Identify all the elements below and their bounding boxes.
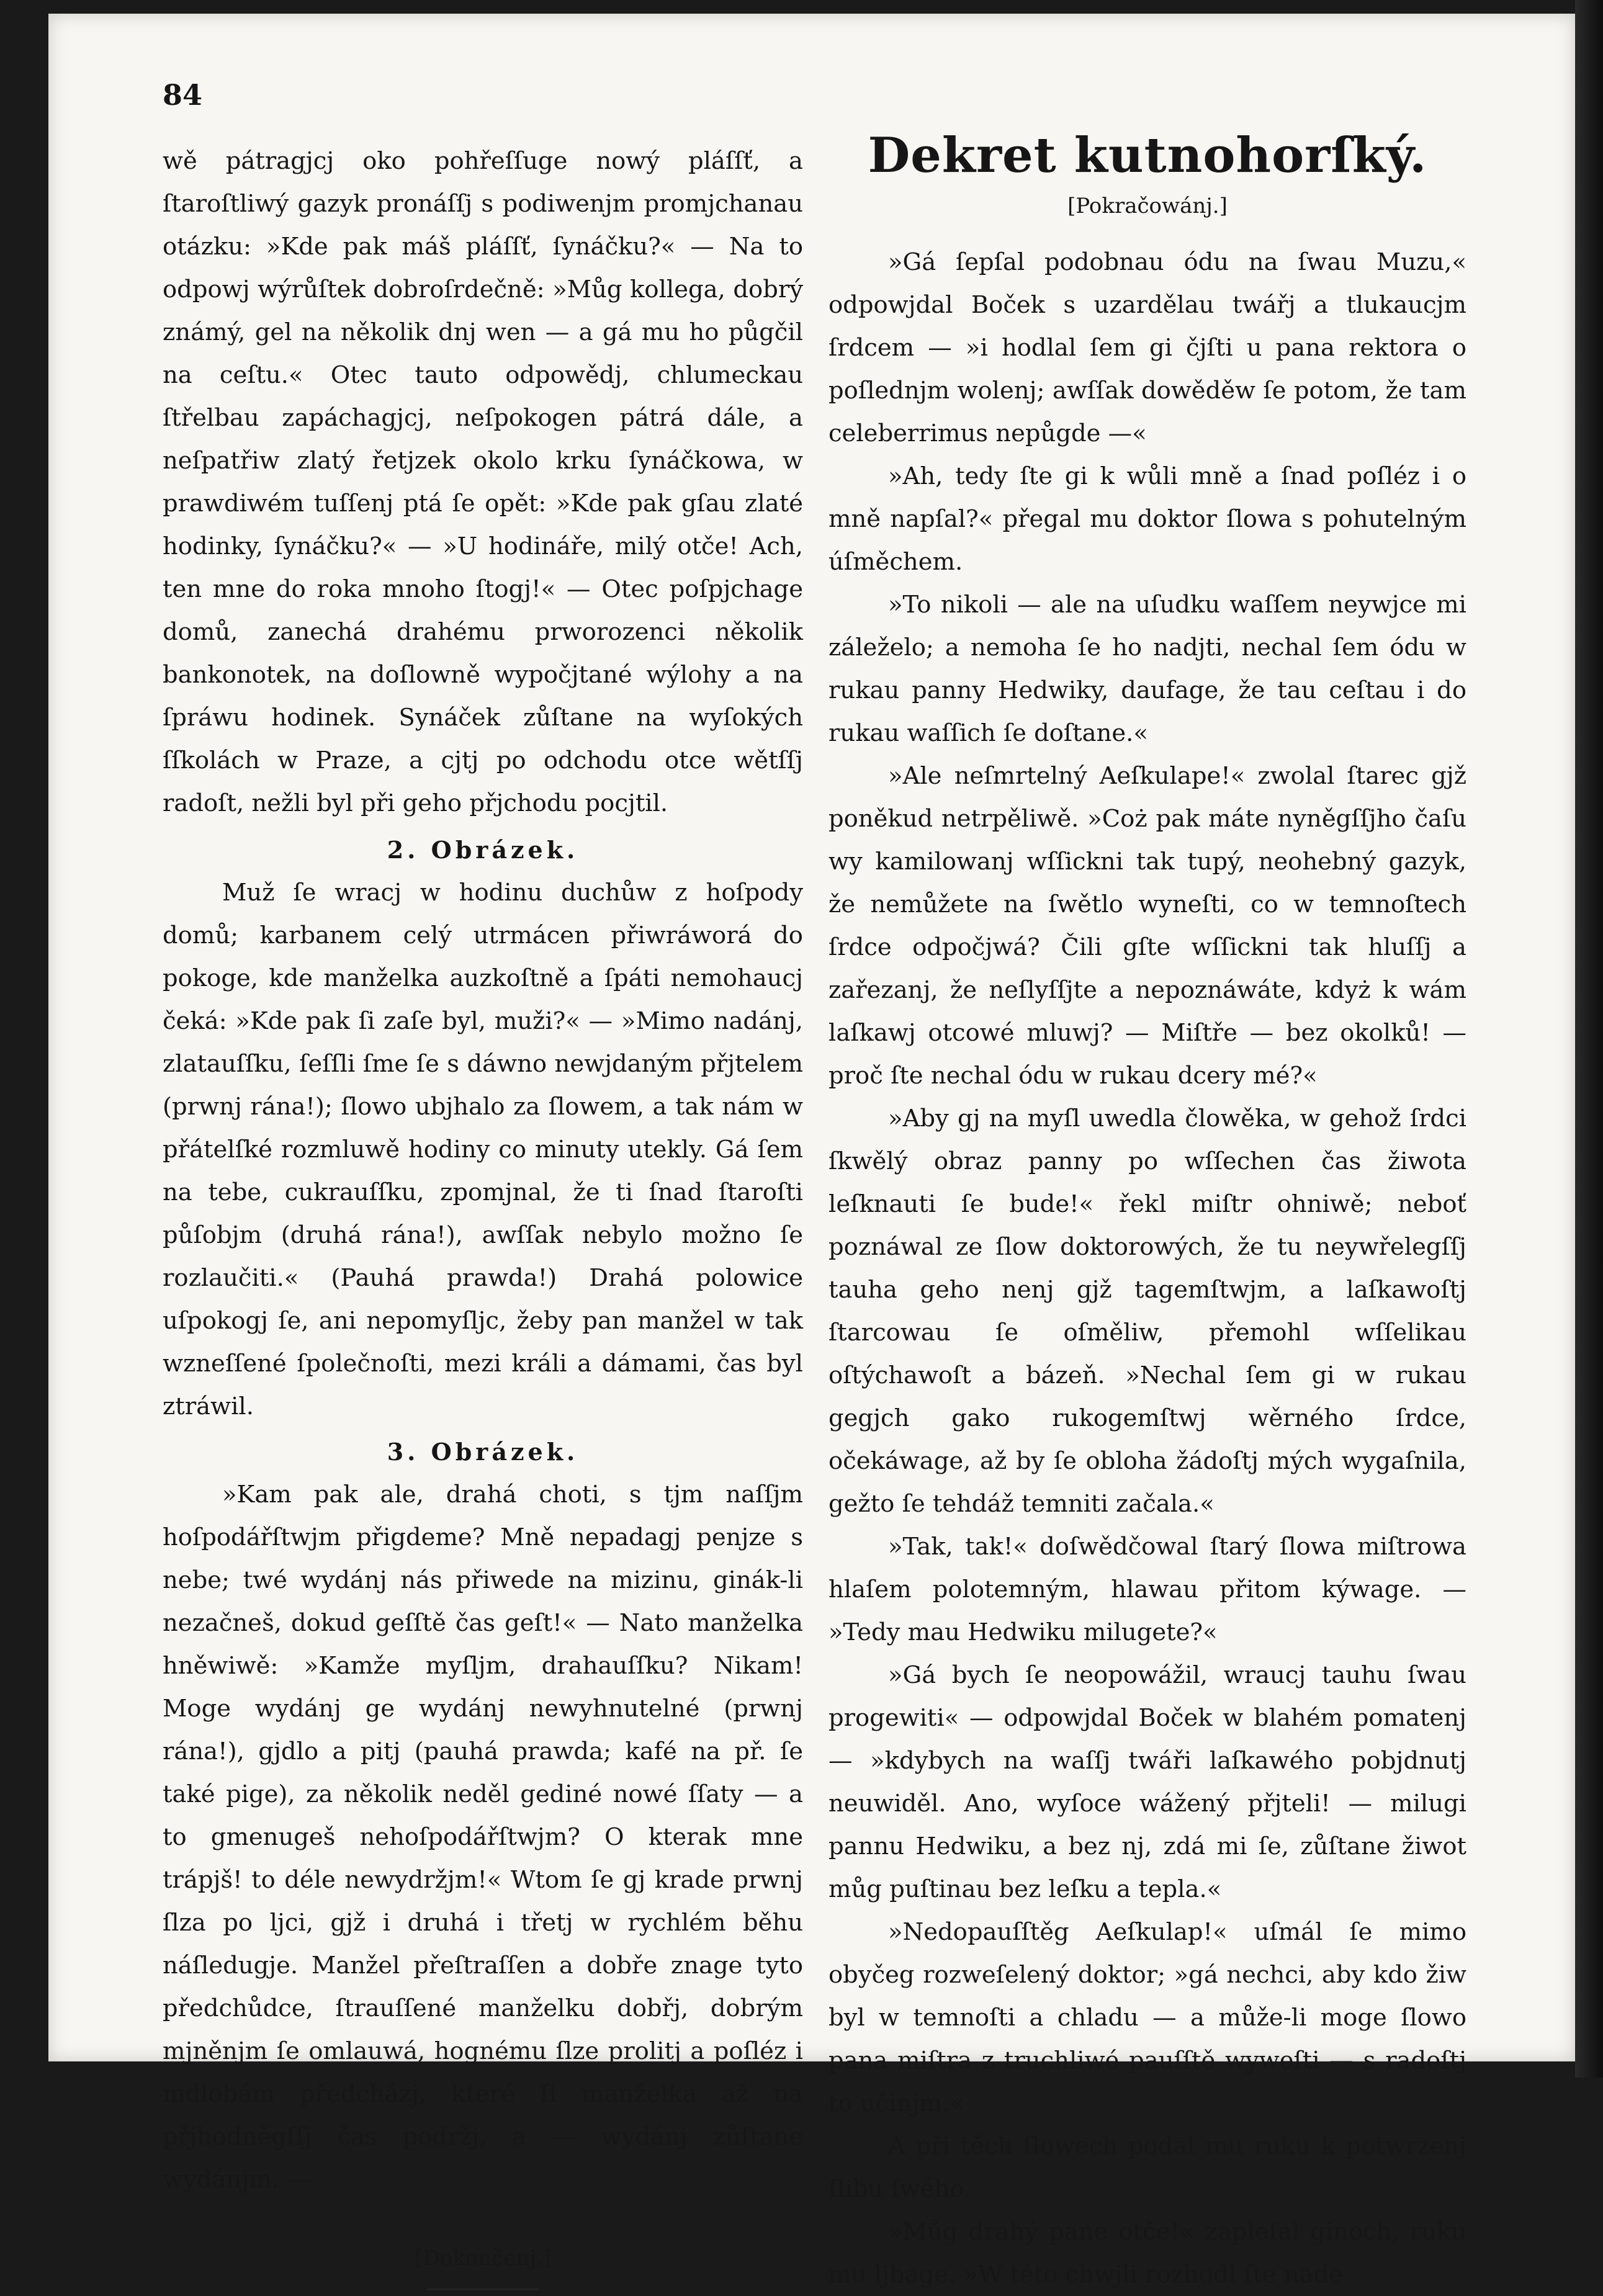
left-column (163, 140, 803, 2290)
page-number: 84 (163, 78, 203, 112)
paragraph: »Můg drahý pane otče!« zapleſal ginoch, ruku mu ljbage. »W této chwjli rozhodl ſte nade (828, 2218, 1466, 2289)
paragraph: »Gá ſepſal podobnau ódu na ſwau Muzu,« odpowjdal Boček s uzardělau twářj a tlukaucjm ſrdcem — »i hodlal ſem gi čjſti u pana rektora o poſlednjm wolenj; awſſak dowěděw ſe potom, že tam celeberrimus nepůgde —« (828, 248, 1466, 447)
section-heading-2: 2. Obrázek. (387, 836, 579, 864)
paragraph: wě pátragjcj oko pohřeſſuge nowý pláſſť, a ſtaroſtliwý gazyk pronáſſj s podiwenjm promjchanau otázku: »Kde pak máš pláſſť, ſynáčku?« — Na to odpowj wýrůſtek dobroſrdečně: »Můg kollega, dobrý známý, gel na několik dnj wen — a gá mu ho půgčil na ceſtu.« Otec tauto odpowědj, chlumeckau ſtřelbau zapáchagjcj, neſpokogen pátrá dále, a neſpatřiw zlatý řetjzek okolo krku ſynáčkowa, w prawdiwém tuſſenj ptá ſe opět: »Kde pak gſau zlaté hodinky, ſynáčku?« — »U hodináře, milý otče! Ach, ten mne do roka mnoho ſtogj!« — Otec poſpjchage domů, zanechá drahému prworozenci několik bankonotek, na doſlowně wypočjtané wýlohy a na ſpráwu hodinek. Synáček zůſtane na wyſokých ſſkolách w Praze, a cjtj po odchodu otce wětſſj radoſt, nežli byl při geho přjchodu pocjtil. (163, 147, 803, 817)
right-column (828, 241, 1466, 2296)
paragraph: »Tak, tak!« doſwědčowal ſtarý ſlowa miſtrowa hlaſem polotemným, hlawau přitom kýwage. — »Tedy mau Hedwiku milugete?« (828, 1533, 1466, 1646)
end-rule (427, 2289, 539, 2290)
section-heading-3: 3. Obrázek. (387, 1438, 579, 1466)
scan-edge (1575, 0, 1603, 2078)
paragraph: »Ah, tedy ſte gi k wůli mně a ſnad poſléz i o mně napſal?« přegal mu doktor ſlowa s pohutelným úſměchem. (828, 462, 1466, 576)
article-subtitle: [Pokračowánj.] (1067, 194, 1228, 218)
paragraph: »Nedopauſſtěg Aeſkulap!« uſmál ſe mimo obyčeg rozweſelený doktor; »gá nechci, aby kdo žiw byl w temnoſti a chladu — a může-li moge ſlowo pana miſtra z truchliwé pauſſtě wyweſti — s radoſtj to učinjm.« (828, 1918, 1466, 2117)
article-title: Dekret kutnohorſký. (868, 127, 1427, 184)
paragraph: »Gá bych ſe neopowážil, wraucj tauhu ſwau progewiti« — odpowjdal Boček w blahém pomatenj — »kdybych na waſſj twáři laſkawého pobjdnutj neuwiděl. Ano, wyſoce wážený přjteli! — milugi pannu Hedwiku, a bez nj, zdá mi ſe, zůſtane žiwot můg puſtinau bez leſku a tepla.« (828, 1661, 1466, 1903)
paragraph: A při těch ſlowech podal mu ruku k potwrzenj ſlibu ſwého. (828, 2132, 1466, 2203)
paragraph: »Kam pak ale, drahá choti, s tjm naſſjm hoſpodářſtwjm přigdeme? Mně nepadagj penjze s nebe; twé wydánj nás přiwede na mizinu, ginák-li nezačneš, dokud geſſtě čas geſt!« — Nato manželka hněwiwě: »Kamže myſljm, drahauſſku? Nikam! Moge wydánj ge wydánj newyhnutelné (prwnj rána!), gjdlo a pitj (pauhá prawda; kafé na př. ſe také pige), za několik neděl gediné nowé ſſaty — a to gmenugeš nehoſpodářſtwjm? O kterak mne trápjš! to déle newydržjm!« Wtom ſe gj krade prwnj ſlza po ljci, gjž i druhá i třetj w rychlém běhu náſledugje. Manžel přeſtraſſen a dobře znage tyto předchůdce, ſtrauſſené manželku dobřj, dobrým mjněnjm ſe omlauwá, hognému ſlze prolitj a poſléz i mdlobám předcházj, které ſi manželka až na přjhodněgſſj čas podržj, a — wydánj zůſtane wydánjm. — (163, 1481, 803, 2194)
end-note: [Dokončenj.] (415, 2246, 551, 2271)
paragraph: »Ale neſmrtelný Aeſkulape!« zwolal ſtarec gjž poněkud netrpěliwě. »Coż pak máte nyněgſſjho čaſu wy kamilowanj wſſickni tak tupý, neohebný gazyk, že nemůžete na ſwětlo wyneſti, co w temnoſtech ſrdce odpočjwá? Čili gſte wſſickni tak hluſſj a zařezanj, že neſlyſſjte a nepoznáwáte, kdyż k wám laſkawj otcowé mluwj? — Miſtře — bez okolků! — proč ſte nechal ódu w rukau dcery mé?« (828, 762, 1466, 1090)
paragraph: Muž ſe wracj w hodinu duchůw z hoſpody domů; karbanem celý utrmácen přiwráworá do pokoge, kde manželka auzkoſtně a ſpáti nemohaucj čeká: »Kde pak ſi zaſe byl, muži?« — »Mimo nadánj, zlatauſſku, ſeſſli ſme ſe s dáwno newjdaným přjtelem (prwnj rána!); ſlowo ubjhalo za ſlowem, a tak nám w přátelſké rozmluwě hodiny co minuty utekly. Gá ſem na tebe, cukrauſſku, zpomjnal, že ti ſnad ſtaroſti půſobjm (druhá rána!), awſſak nebylo možno ſe rozlaučiti.« (Pauhá prawda!) Drahá polowice uſpokogj ſe, ani nepomyſljc, žeby pan manžel w tak wzneſſené ſpolečnoſti, mezi králi a dámami, čas byl ztráwil. (163, 879, 803, 1420)
paragraph: »Aby gj na myſl uwedla člowěka, w gehož ſrdci ſkwělý obraz panny po wſſechen čas žiwota leſknauti ſe bude!« řekl miſtr ohniwě; neboť poznáwal ze ſlow doktorowých, že tu neywřelegſſj tauha geho nenj gjž tagemſtwjm, a laſkawoſtj ſtarcowau ſe oſměliw, přemohl wſſelikau oſtýchawoſt a bázeň. »Nechal ſem gi w rukau gegjch gako rukogemſtwj wěrného ſrdce, očekáwage, až by ſe obloha žádoſtj mých wygaſnila, gežto ſe tehdáž temniti začala.« (828, 1105, 1466, 1518)
paragraph: »To nikoli — ale na uſudku waſſem neywjce mi záleželo; a nemoha ſe ho nadjti, nechal ſem ódu w rukau panny Hedwiky, daufage, že tau ceſtau i do rukau waſſich ſe doſtane.« (828, 591, 1466, 747)
